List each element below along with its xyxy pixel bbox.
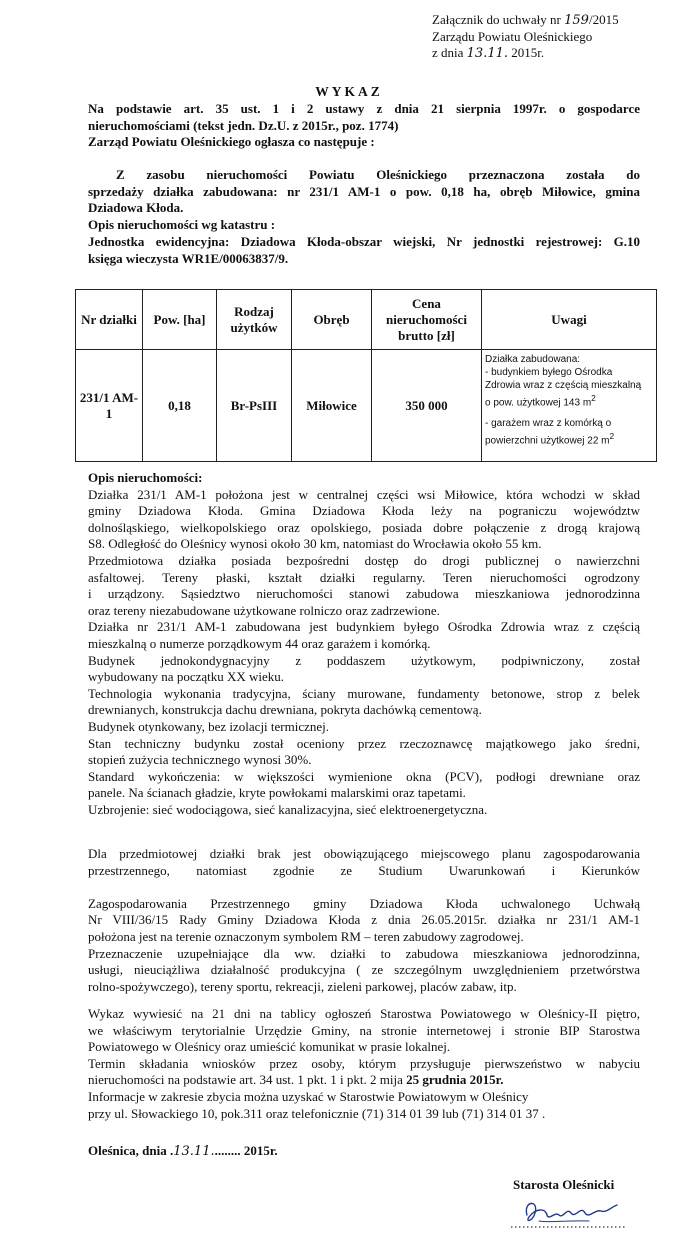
text-line: mieszkalną o numerze porządkowym 44 oraz garażem i komórką. [88, 635, 431, 651]
plan-section [88, 846, 640, 995]
text-line: Działka nr 231/1 AM-1 zabudowana jest budynkiem byłego Ośrodka Zdrowia wraz z częścią [88, 619, 640, 635]
cell-cena: 350 000 [372, 350, 482, 462]
text-line: Powiatowego w Oleśnicy oraz umieścić komunikat w prasie lokalnej. [88, 1039, 451, 1055]
text-line: Standard wykończenia: w większości wymienione okna (PCV), podłogi drewniane oraz [88, 768, 640, 784]
text-line: Budynek otynkowany, bez izolacji termicznej. [88, 718, 330, 734]
uwagi-garage [485, 417, 653, 447]
text-line: S8. Odległość do Oleśnicy wynosi około 30 km, natomiast do Wrocławia około 55 km. [88, 536, 542, 552]
header-pow: Pow. [ha] [143, 290, 217, 350]
text-line: Nr VIII/36/15 Rady Gminy Dziadowa Kłoda z dnia 26.05.2015r. działka nr 231/1 AM-1 [88, 912, 640, 928]
intro-line: nieruchomościami (tekst jedn. Dz.U. z 2015r., poz. 1774) [88, 117, 399, 133]
uwagi-line: Zdrowia wraz z częścią mieszkalną [485, 380, 642, 391]
text-line: Termin składania wniosków przez osoby, którym przysługuje pierwszeństwo w nabyciu [88, 1055, 640, 1071]
publication-body [88, 1006, 640, 1072]
header-obreb: Obręb [292, 290, 372, 350]
deadline-line [88, 1072, 640, 1089]
uwagi-line: powierzchni użytkowej 22 m [485, 435, 610, 447]
statement-line: sprzedaży działka zabudowana: nr 231/1 AM-1 o pow. 0,18 ha, obręb Miłowice, gmina [88, 183, 640, 199]
header-uwagi: Uwagi [482, 290, 657, 350]
text-line: oraz tereny niezabudowane użytkowane rolniczo oraz zadrzewione. [88, 602, 440, 618]
text-line: we właściwym terytorialnie Urzędzie Gminy, na stronie internetowej i stronie BIP Starostwa [88, 1022, 640, 1038]
handwritten-number: 159 [564, 13, 589, 28]
table-row [76, 350, 657, 462]
statement-line: Z zasobu nieruchomości Powiatu Oleśnickiego przeznaczona została do [116, 167, 640, 182]
plan-body [88, 846, 640, 995]
handwritten-date: 13.11. [173, 1144, 215, 1159]
superscript: 2 [609, 431, 615, 442]
text-line: i urządzony. Sąsiedztwo nieruchomości stanowi zabudowa mieszkaniowa jednorodzinna [88, 586, 640, 602]
text-line: Informacje w zakresie zbycia można uzyskać w Starostwie Powiatowym w Oleśnicy [88, 1088, 529, 1104]
text-line: Przedmiotowa działka posiada bezpośredni dostęp do drogi publicznej o nawierzchni [88, 552, 640, 568]
description-body [88, 487, 640, 819]
cell-obreb: Miłowice [292, 350, 372, 462]
signatory-title: Starosta Oleśnicki [513, 1177, 615, 1192]
text-line: dolnośląskiego, wielkopolskiego oraz opolskiego, posiada dobre połączenie z drogą krajową [88, 519, 640, 535]
header-line-2: Zarządu Powiatu Oleśnickiego [432, 29, 593, 44]
header-line-1 [432, 12, 619, 29]
text-line: Stan techniczny budynku został oceniony przez rzeczoznawcę majątkowego jako średni, [88, 735, 640, 751]
cell-nr: 231/1 AM-1 [76, 350, 143, 462]
table-header-row [76, 290, 657, 350]
text-line: Dla przedmiotowej działki brak jest obowiązującego miejscowego planu zagospodarowania [88, 846, 640, 861]
intro-line: Zarząd Powiatu Oleśnickiego ogłasza co następuje : [88, 134, 375, 150]
statement-line: Jednostka ewidencyjna: Dziadowa Kłoda-obszar wiejski, Nr jednostki rejestrowej: G.10 [88, 233, 640, 249]
header-cena: Cena nieruchomości brutto [zł] [372, 290, 482, 350]
place-text: ........ 2015r. [214, 1143, 278, 1158]
header-nr-dzialki: Nr działki [76, 290, 143, 350]
statement-line: Opis nieruchomości wg katastru : [88, 217, 276, 233]
cell-pow: 0,18 [143, 350, 217, 462]
text-line: przy ul. Słowackiego 10, pok.311 oraz telefonicznie (71) 314 01 39 lub (71) 314 01 37 . [88, 1105, 546, 1121]
header-text: /2015 [588, 12, 619, 27]
deadline-text: nieruchomości na podstawie art. 34 ust. 1 pkt. 1 i pkt. 2 mija [88, 1072, 407, 1088]
cell-rodzaj: Br-PsIII [217, 350, 292, 462]
text-line: usługi, nieuciążliwa działalność produkcyjna ( ze szczególnym uwzględnieniem przetwórstwa [88, 962, 640, 978]
text-line: panele. Na ścianach gładzie, kryte powłokami malarskimi oraz tapetami. [88, 785, 466, 801]
statement-line: Dziadowa Kłoda. [88, 200, 184, 216]
text-line: przestrzennego, natomiast zgodnie ze Studium Uwarunkowań i Kierunków [88, 862, 640, 878]
statement-line: księga wieczysta WR1E/00063837/9. [88, 250, 289, 266]
description-section [88, 470, 640, 818]
uwagi-line: - garażem wraz z komórką o [485, 418, 612, 430]
place-text: Oleśnica, dnia . [88, 1143, 174, 1158]
uwagi-line: o pow. użytkowej 143 m [485, 397, 592, 409]
header-rodzaj: Rodzaj użytków [217, 290, 292, 350]
intro-paragraph [88, 101, 640, 151]
document-title: WYKAZ [315, 84, 383, 99]
text-line: wybudowany na początku XX wieku. [88, 669, 285, 685]
text-line [88, 879, 640, 896]
text-line: Uzbrojenie: sieć wodociągowa, sieć kanalizacyjna, sieć elektroenergetyczna. [88, 801, 488, 817]
header-text: z dnia [432, 45, 467, 60]
text-line: Działka 231/1 AM-1 położona jest w centralnej części wsi Miłowice, która wchodzi w skład [88, 486, 640, 502]
description-heading: Opis nieruchomości: [88, 470, 203, 485]
publication-section [88, 1006, 640, 1122]
property-table [75, 289, 657, 462]
text-line: asfaltowej. Tereny płaski, kształt działki regularny. Teren nieruchomości ogrodzony [88, 569, 640, 585]
text-line: Wykaz wywiesić na 21 dni na tablicy ogłoszeń Starostwa Powiatowego w Oleśnicy-II piętro, [88, 1006, 640, 1021]
statement-paragraph [88, 167, 640, 267]
text-line: Budynek jednokondygnacyjny z poddaszem użytkowym, podpiwniczony, został [88, 652, 640, 668]
signature-graphic [509, 1193, 629, 1231]
uwagi-line: Działka zabudowana: [485, 354, 581, 365]
text-line: stopień zużycia technicznego wynosi 30%. [88, 752, 312, 768]
text-line: Zagospodarowania Przestrzennego gminy Dziadowa Kłoda uchwalonego Uchwałą [88, 895, 640, 911]
superscript: 2 [591, 393, 596, 403]
uwagi-building [485, 353, 653, 409]
place-date [88, 1143, 278, 1159]
header-line-3 [432, 45, 619, 62]
text-line: Przeznaczenie uzupełniające dla ww. działki to zabudowa mieszkaniowa jednorodzinna, [88, 945, 640, 961]
cell-uwagi [482, 350, 657, 462]
text-line: rolno-spożywczego), tereny sportu, rekreacji, zieleni parkowej, placów zabaw, itp. [88, 978, 517, 994]
contact-body [88, 1089, 640, 1122]
intro-line: Na podstawie art. 35 ust. 1 i 2 ustawy z dnia 21 sierpnia 1997r. o gospodarce [88, 101, 640, 116]
header-text: Załącznik do uchwały nr [432, 12, 565, 27]
text-line: drewnianych, konstrukcja dachu drewniana, pokryta dachówką cementową. [88, 702, 482, 718]
uwagi-line: - budynkiem byłego Ośrodka [485, 367, 613, 378]
header-text: 2015r. [508, 45, 545, 60]
text-line: gminy Dziadowa Kłoda. Gmina Dziadowa Kłoda leży na pograniczu województw [88, 503, 640, 519]
handwritten-date: 13.11. [466, 46, 509, 61]
text-line: Technologia wykonania tradycyjna, ściany murowane, fundamenty betonowe, strop z belek [88, 685, 640, 701]
text-line: położona jest na terenie oznaczonym symbolem RM – teren zabudowy zagrodowej. [88, 928, 524, 944]
deadline-date: 25 grudnia 2015r. [406, 1072, 504, 1088]
attachment-header [432, 12, 619, 62]
